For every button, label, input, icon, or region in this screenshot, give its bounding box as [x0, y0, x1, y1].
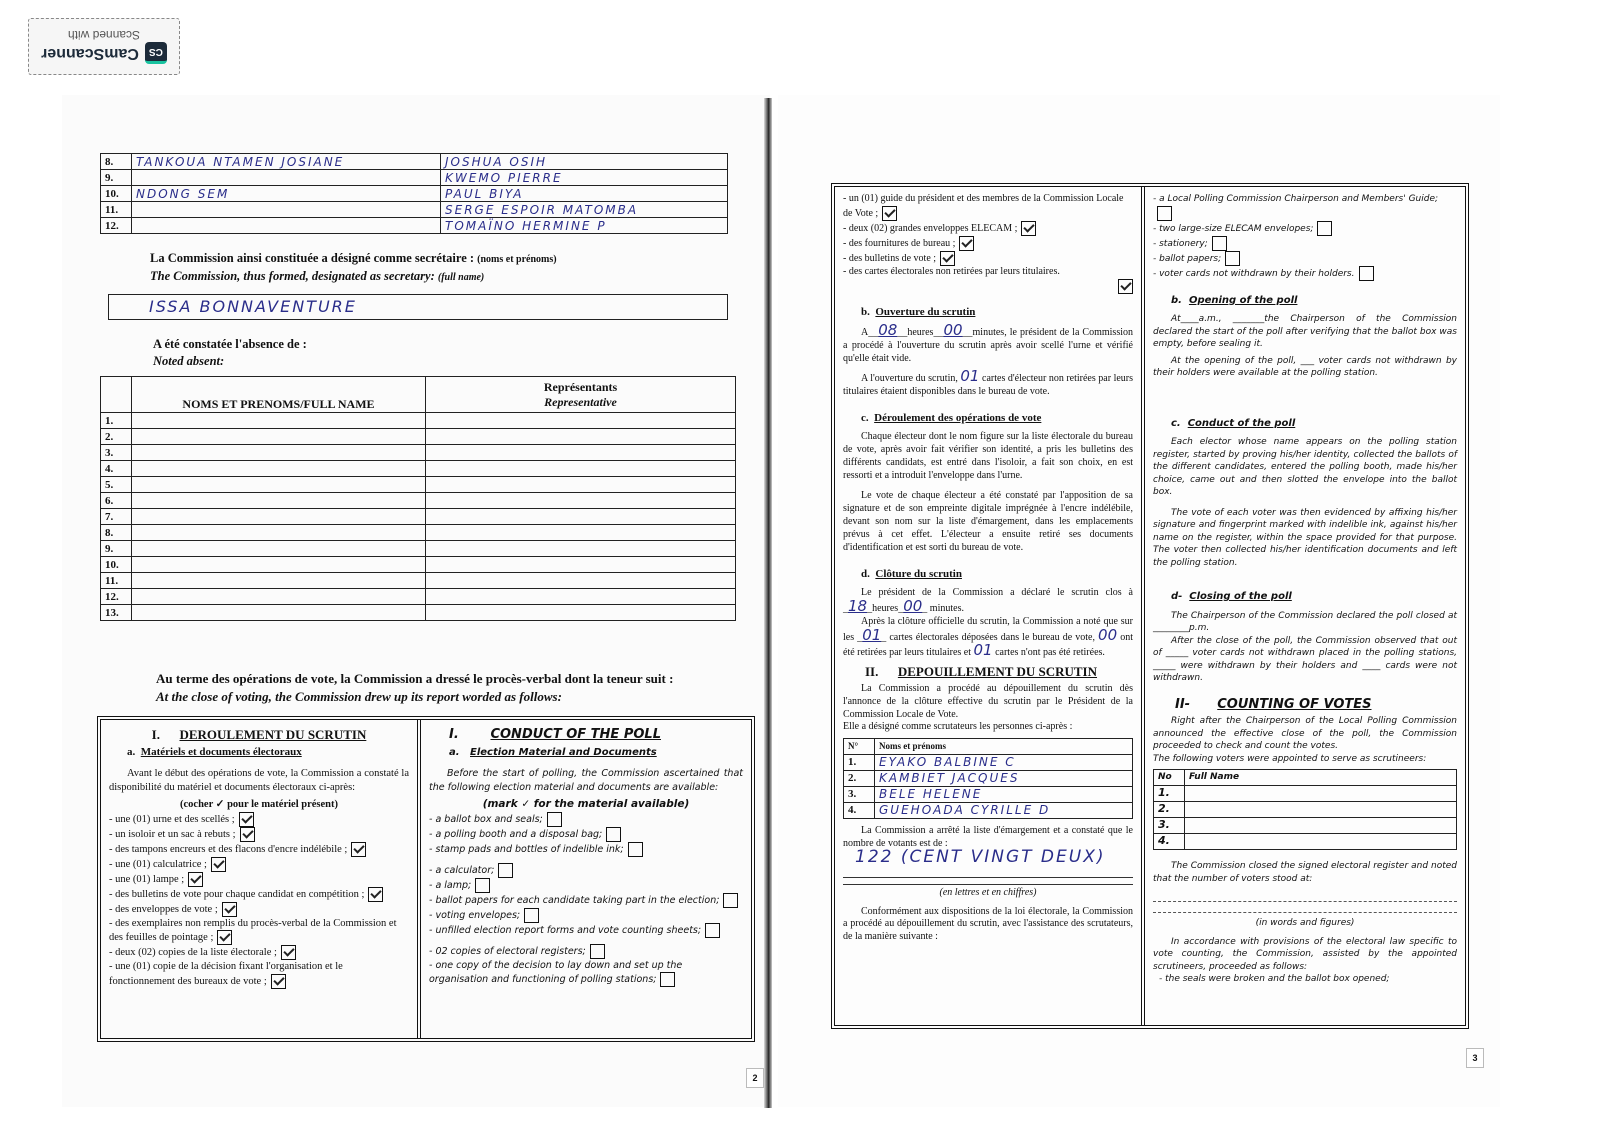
camscanner-logo-icon: CS — [145, 43, 167, 65]
checklist-item — [429, 923, 743, 938]
checkbox-empty[interactable] — [705, 923, 720, 938]
checklist-item — [429, 893, 743, 908]
subsection-letter: c. — [1171, 417, 1181, 429]
subsection-title: Matériels et documents électoraux — [140, 745, 302, 758]
closing-not-withdrawn-value: 01 — [973, 641, 993, 660]
header-representative — [426, 377, 736, 413]
subsection-a-en — [449, 746, 743, 760]
header-name: Full Name — [1185, 770, 1457, 786]
table-row — [844, 787, 1133, 803]
closing-paragraph-en: The Chairperson of the Commission declared the poll closed at ________p.m. — [1153, 610, 1457, 633]
scanned-with-label: Scanned with — [67, 28, 141, 43]
subsection-a-fr — [127, 746, 409, 760]
item-label: - a lamp; — [429, 879, 472, 891]
voters-count-note-fr: (en lettres et en chiffres) — [939, 886, 1037, 898]
fill-line — [1153, 885, 1457, 902]
item-label: - des bulletins de vote ; — [843, 252, 937, 264]
opening-paragraph-en: At____a.m., _______the Chairperson of the Commission declared the start of the poll after verifying that the ballot box was empty, before sealing it. — [1153, 314, 1457, 349]
table-row — [101, 445, 736, 461]
checkbox-empty[interactable] — [590, 944, 605, 959]
row-number: 7. — [101, 509, 132, 525]
checkbox-empty[interactable] — [1359, 266, 1374, 281]
section-heading-en — [429, 728, 743, 742]
secretary-note-en: (full name) — [437, 272, 485, 283]
subsection-c-en — [1171, 418, 1457, 431]
checkbox-empty[interactable] — [547, 812, 562, 827]
item-label: - unfilled election report forms and vote counting sheets; — [429, 924, 702, 936]
english-column — [1145, 187, 1465, 1025]
subsection-title: Opening of the poll — [1188, 294, 1298, 306]
checklist-item — [109, 812, 409, 827]
checklist-item — [843, 266, 1133, 294]
row-number: 2. — [101, 429, 132, 445]
conduct-paragraph-2-en: The vote of each voter was then evidenced by affixing his/her signature and fingerprint marked with indelible ink, against his/her name on the register, within the space provided for that purpose. The voter then collected his/her identification documents and left the polling station. — [1153, 507, 1457, 568]
section-title: CONDUCT OF THE POLL — [490, 727, 661, 742]
item-label: - 02 copies of electoral registers; — [429, 945, 586, 957]
row-number: 9. — [101, 170, 132, 186]
camscanner-name: CamScanner — [41, 45, 139, 63]
instruction-text: (mark ✓ for the material available) — [482, 798, 690, 810]
scrutineers-intro-fr: Elle a désigné comme scrutateurs les personnes ci-après : — [843, 721, 1073, 733]
section-title: DEROULEMENT DU SCRUTIN — [179, 727, 367, 742]
member-name: TANKOUA NTAMEN JOSIANE — [132, 154, 441, 170]
voters-count-paragraph-en: The Commission closed the signed electoral register and noted that the number of voters stood at: — [1153, 861, 1457, 884]
section-heading-fr — [109, 728, 409, 742]
row-number: 10. — [101, 557, 132, 573]
item-label: - une (01) copie de la décision fixant l'organisation et le fonctionnement des bureaux de vote ; — [109, 961, 343, 987]
row-number: 1. — [101, 413, 132, 429]
header-no: N° — [844, 739, 875, 755]
closing-cards-paragraph-fr: Après la clôture officielle du scrutin, la Commission a noté que sur les _01_ cartes électorales déposées dans le bureau de vote, 00 ont été retirées par leurs titulaires et 01 cartes n'ont pas été retirées. — [843, 615, 1133, 660]
checklist-item — [843, 236, 1133, 251]
closing-withdrawn-value: 00 — [1098, 625, 1118, 644]
table-row — [101, 202, 728, 218]
row-number: 4. — [101, 461, 132, 477]
checkbox-checked[interactable] — [1021, 221, 1036, 236]
text: minutes. — [929, 602, 964, 614]
checkbox-empty[interactable] — [628, 842, 643, 857]
subsection-title: Clôture du scrutin — [875, 568, 962, 581]
closing-hours-value: 18 — [848, 596, 868, 615]
scrutineer-name: BELE HELENE — [875, 787, 1133, 803]
checkbox-empty[interactable] — [498, 863, 513, 878]
table-row — [844, 755, 1133, 771]
text: heures — [872, 602, 899, 614]
checklist-item — [109, 902, 409, 917]
item-label: - a Local Polling Commission Chairperson and Members' Guide; — [1153, 194, 1439, 204]
subsection-b-fr — [861, 306, 1133, 319]
table-row — [1154, 818, 1457, 834]
checkbox-checked[interactable] — [211, 857, 226, 872]
checklist-item — [429, 827, 743, 842]
scrutineer-name — [1185, 818, 1457, 834]
checkbox-checked[interactable] — [281, 945, 296, 960]
item-label: - des tampons encreurs et des flacons d'encre indélébile ; — [109, 843, 348, 855]
row-number: 12. — [101, 218, 132, 234]
absent-label-fr: A été constatée l'absence de : — [153, 337, 307, 351]
scrutineer-name — [1185, 802, 1457, 818]
absent-label-en: Noted absent: — [153, 354, 225, 368]
checklist-item — [429, 959, 743, 988]
fill-line — [1153, 902, 1457, 913]
opening-hours-value: 08 — [878, 321, 898, 340]
closing-cards-total-value: 01 — [862, 625, 882, 644]
secretary-label-fr: La Commission ainsi constituée a désigné comme secrétaire : — [150, 251, 475, 265]
row-number: 2. — [844, 771, 875, 787]
section-title: COUNTING OF VOTES — [1217, 696, 1372, 712]
item-label: - ballot papers for each candidate taking part in the election; — [429, 894, 720, 906]
row-number: 4. — [1154, 834, 1185, 850]
checkbox-checked[interactable] — [188, 872, 203, 887]
checkbox-checked[interactable] — [271, 974, 286, 989]
subsection-d-fr — [861, 568, 1133, 581]
table-row — [844, 771, 1133, 787]
subsection-letter: b. — [861, 305, 870, 318]
report-intro — [156, 670, 673, 706]
item-label: - stationery; — [1153, 238, 1208, 249]
checkbox-checked[interactable] — [368, 887, 383, 902]
table-row — [101, 573, 736, 589]
representative-name: TOMAÏNO HERMINE P — [441, 218, 728, 234]
row-number: 5. — [101, 477, 132, 493]
opening-cards-value: 01 — [960, 366, 980, 385]
member-name — [132, 202, 441, 218]
subsection-title: Closing of the poll — [1189, 591, 1292, 602]
table-row — [101, 605, 736, 621]
checkbox-checked[interactable] — [940, 251, 955, 266]
table-row — [101, 413, 736, 429]
conduct-paragraph-1-fr: Chaque électeur dont le nom figure sur la liste électorale du bureau de vote, après avoir fait vérifier son identité, a pris les bulletins des différents candidats, est entré dans l'isoloir, a fait son choix, en est ressorti et a introduit l'enveloppe dans l'urne. — [843, 431, 1133, 481]
report-intro-en: At the close of voting, the Commission drew up its report worded as follows: — [156, 689, 562, 704]
row-number: 12. — [101, 589, 132, 605]
scrutineers-table-fr — [843, 738, 1133, 819]
intro-text: Before the start of polling, the Commission ascertained that the following election material and documents are available: — [429, 768, 743, 793]
subsection-letter: d- — [1171, 591, 1183, 602]
instruction-text: (cocher ✓ pour le matériel présent) — [180, 799, 338, 810]
opening-minutes-value: 00 — [943, 321, 963, 340]
checkbox-checked[interactable] — [222, 902, 237, 917]
checkbox-checked[interactable] — [959, 236, 974, 251]
row-number: 4. — [844, 803, 875, 819]
fill-line — [843, 878, 1133, 885]
representative-name: PAUL BIYA — [441, 186, 728, 202]
item-label: - une (01) urne et des scellés ; — [109, 813, 235, 825]
table-row — [101, 461, 736, 477]
representative-name: JOSHUA OSIH — [441, 154, 728, 170]
french-column — [835, 187, 1145, 1025]
table-row — [101, 525, 736, 541]
checkbox-empty[interactable] — [606, 827, 621, 842]
item-label: - stamp pads and bottles of indelible ink; — [429, 843, 624, 855]
row-number: 8. — [101, 525, 132, 541]
table-row — [101, 429, 736, 445]
checklist-item — [109, 872, 409, 887]
report-intro-fr: Au terme des opérations de vote, la Commission a dressé le procès-verbal dont la teneur suit : — [156, 671, 674, 686]
scrutineer-name — [1185, 834, 1457, 850]
row-number: 1. — [844, 755, 875, 771]
checklist-item — [429, 863, 743, 878]
final-item-en: - the seals were broken and the ballot box opened; — [1159, 974, 1390, 984]
scrutineers-table-en — [1153, 769, 1457, 850]
checklist-item — [429, 842, 743, 857]
row-number: 3. — [1154, 818, 1185, 834]
opening-paragraph-fr: A__08__heures__00__minutes, le président de la Commission a procédé à l'ouverture du scrutin après avoir scellé l'urne et vérifié qu'elle était vide. — [843, 321, 1133, 364]
checkbox-checked[interactable] — [217, 930, 232, 945]
subsection-letter: c. — [861, 412, 869, 425]
text: A — [861, 327, 869, 339]
item-label: - une (01) lampe ; — [109, 873, 185, 885]
checklist-item — [1153, 193, 1457, 221]
table-row — [101, 170, 728, 186]
voters-count-value: 122 (CENT VINGT DEUX) — [843, 851, 1133, 878]
scrutineer-name — [1185, 786, 1457, 802]
scrutineer-name: EYAKO BALBINE C — [875, 755, 1133, 771]
checkbox-empty[interactable] — [1317, 221, 1332, 236]
item-label: - deux (02) grandes enveloppes ELECAM ; — [843, 222, 1018, 234]
table-row — [844, 803, 1133, 819]
representative-name: SERGE ESPOIR MATOMBA — [441, 202, 728, 218]
item-label: - a polling booth and a disposal bag; — [429, 828, 603, 840]
checklist-item — [843, 221, 1133, 236]
item-label: - voter cards not withdrawn by their holders. — [1153, 268, 1355, 279]
subsection-title: Election Material and Documents — [470, 746, 657, 758]
row-number: 8. — [101, 154, 132, 170]
subsection-title: Ouverture du scrutin — [875, 305, 976, 318]
counting-paragraph-fr: La Commission a procédé au dépouillement du scrutin dès l'annonce de la clôture effective du scrutin par le Président de la Commission Locale de Vote. — [843, 682, 1133, 720]
scrutineer-name: GUEHOADA CYRILLE D — [875, 803, 1133, 819]
voters-count-note-en: (in words and figures) — [1255, 918, 1355, 928]
item-label: - ballot papers; — [1153, 253, 1222, 264]
item-label: - des cartes électorales non retirées par leurs titulaires. — [843, 265, 1060, 277]
subsection-title: Conduct of the poll — [1187, 417, 1296, 429]
row-number: 3. — [844, 787, 875, 803]
section-title: DEPOUILLEMENT DU SCRUTIN — [897, 664, 1098, 680]
book-spine — [764, 98, 772, 1108]
subsection-letter: a. — [127, 745, 136, 758]
member-name — [132, 218, 441, 234]
section-conduct-frame-left — [97, 716, 755, 1042]
table-row — [101, 154, 728, 170]
header-rep-fr: Représentants — [543, 379, 618, 394]
item-label: - des enveloppes de vote ; — [109, 903, 218, 915]
header-name: Noms et prénoms — [875, 739, 1133, 755]
item-label: - des bulletins de vote pour chaque candidat en compétition ; — [109, 888, 365, 900]
checkbox-checked[interactable] — [240, 827, 255, 842]
checklist-item — [109, 917, 409, 946]
section-number: I. — [449, 727, 459, 742]
row-number: 1. — [1154, 786, 1185, 802]
section-2-heading-en — [1153, 696, 1457, 712]
item-label: - des exemplaires non remplis du procès-verbal de la Commission et des feuilles de pointage ; — [109, 917, 397, 943]
checklist-item — [109, 960, 409, 989]
section-2-heading-fr — [843, 666, 1133, 679]
item-label: - un (01) guide du président et des membres de la Commission Locale de Vote ; — [843, 193, 1124, 219]
text: Le président de la Commission a déclaré le scrutin clos à — [861, 587, 1133, 599]
checkbox-empty[interactable] — [1212, 236, 1227, 251]
row-number: 10. — [101, 186, 132, 202]
item-label: - deux (02) copies de la liste électorale ; — [109, 946, 277, 958]
table-row — [101, 477, 736, 493]
absent-table — [100, 376, 736, 621]
representative-name: KWEMO PIERRE — [441, 170, 728, 186]
checkbox-checked[interactable] — [351, 842, 366, 857]
checklist-item — [1153, 266, 1457, 281]
subsection-letter: d. — [861, 568, 870, 581]
checkbox-empty[interactable] — [660, 972, 675, 987]
checkbox-empty[interactable] — [723, 893, 738, 908]
row-number: 11. — [101, 202, 132, 218]
text: minutes, le président de la Commission a procédé à l'ouverture du scrutin après avoir scellé l'urne et vérifié qu'elle était vide. — [843, 327, 1133, 364]
checklist-item — [1153, 251, 1457, 266]
row-number: 2. — [1154, 802, 1185, 818]
text: ont été retirées par leurs titulaires et — [843, 631, 1133, 659]
checkbox-empty[interactable] — [1157, 206, 1172, 221]
row-number: 6. — [101, 493, 132, 509]
table-row — [101, 493, 736, 509]
table-row — [101, 186, 728, 202]
header-rep-en: Representative — [544, 394, 617, 409]
text: cartes électorales déposées dans le bureau de vote, — [889, 631, 1095, 643]
french-column — [101, 720, 421, 1038]
secretary-note-fr: (noms et prénoms) — [477, 254, 557, 265]
subsection-b-en — [1171, 295, 1457, 308]
row-number: 9. — [101, 541, 132, 557]
item-label: - un isoloir et un sac à rebuts ; — [109, 828, 236, 840]
item-label: - two large-size ELECAM envelopes; — [1153, 223, 1314, 234]
final-paragraph-en: In accordance with provisions of the electoral law specific to vote counting, the Commission, assisted by the appointed scrutineers, proceeded as follows: — [1153, 936, 1457, 972]
row-number: 13. — [101, 605, 132, 621]
secretary-label-en: The Commission, thus formed, designated as secretary: — [150, 269, 435, 283]
item-label: - a ballot box and seals; — [429, 813, 543, 825]
item-label: - a calculator; — [429, 864, 495, 876]
text: A l'ouverture du scrutin, — [861, 372, 958, 384]
item-label: - voting envelopes; — [429, 909, 521, 921]
text: cartes d'électeur non retirées par leurs titulaires étaient disponibles dans le bureau de vote. — [843, 372, 1134, 397]
members-table — [100, 153, 728, 234]
page-number-left: 2 — [746, 1068, 764, 1088]
item-label: - des fournitures de bureau ; — [843, 237, 956, 249]
absent-label — [153, 336, 307, 370]
secretary-label — [150, 250, 557, 286]
item-label: - une (01) calculatrice ; — [109, 858, 207, 870]
checklist-item — [429, 944, 743, 959]
section-number: II- — [1175, 696, 1191, 712]
checklist-item — [429, 908, 743, 923]
camscanner-watermark — [28, 18, 180, 75]
voters-count-paragraph-fr: La Commission a arrêté la liste d'émargement et a constaté que le nombre de votants est de : — [843, 825, 1133, 849]
page-number-right: 3 — [1466, 1048, 1484, 1068]
subsection-c-fr — [861, 412, 1133, 425]
section-number: II. — [865, 664, 879, 680]
table-row — [101, 589, 736, 605]
checklist-item — [429, 878, 743, 893]
table-row — [1154, 802, 1457, 818]
checkbox-empty[interactable] — [1225, 251, 1240, 266]
text: Après la clôture officielle du scrutin, la Commission a noté que sur les — [843, 615, 1133, 643]
table-row — [1154, 786, 1457, 802]
checklist-item — [109, 887, 409, 902]
checklist-item — [1153, 221, 1457, 236]
checklist-item — [109, 945, 409, 960]
scrutineer-name: KAMBIET JACQUES — [875, 771, 1133, 787]
checklist-item — [109, 842, 409, 857]
final-paragraph-fr: Conformément aux dispositions de la loi électorale, la Commission a procédé au dépouillement du scrutin, avec l'assistance des scrutateurs, de la manière suivante : — [843, 905, 1133, 943]
table-row — [101, 557, 736, 573]
header-no: No — [1154, 770, 1185, 786]
checklist-item — [109, 857, 409, 872]
closing-minutes-value: 00 — [903, 596, 923, 615]
checklist-item — [109, 827, 409, 842]
row-number: 11. — [101, 573, 132, 589]
secretary-field: ISSA BONNAVENTURE — [108, 294, 728, 320]
member-name — [132, 170, 441, 186]
table-row — [101, 509, 736, 525]
checkbox-checked[interactable] — [239, 812, 254, 827]
section-number: I. — [151, 727, 160, 742]
intro-text: Avant le début des opérations de vote, la Commission a constaté la disponibilité du matériel et documents électoraux ci-après: — [109, 768, 409, 793]
subsection-title: Déroulement des opérations de vote — [874, 412, 1042, 425]
closing-cards-paragraph-en: After the close of the poll, the Commission observed that out of _____ voter cards not withdrawn placed in the polling stations, _____ were withdrawn by their holders and ____ cards were not withdrawn. — [1153, 635, 1457, 683]
member-name: NDONG SEM — [132, 186, 441, 202]
scrutineers-intro-en: The following voters were appointed to serve as scrutineers: — [1153, 753, 1427, 764]
checklist-item — [843, 193, 1133, 221]
opening-cards-paragraph-fr — [843, 366, 1134, 399]
row-number: 3. — [101, 445, 132, 461]
conduct-paragraph-2-fr: Le vote de chaque électeur a été constaté par l'apposition de sa signature et de son empreinte digitale imprégnée à l'encre indélébile, devant son nom sur la liste d'émargement, dans les emplacements prévus à cet effet. L'électeur a ensuite retiré ses documents d'identification et est sorti du bureau de vote. — [843, 490, 1133, 553]
checklist-item — [1153, 236, 1457, 251]
table-row — [101, 541, 736, 557]
section-conduct-frame-right — [831, 183, 1469, 1029]
checklist-item — [843, 251, 1133, 266]
text: cartes n'ont pas été retirées. — [995, 647, 1105, 659]
item-label: - one copy of the decision to lay down and set up the organisation and functioning of polling stations; — [429, 959, 683, 985]
english-column — [421, 720, 751, 1038]
table-row — [101, 218, 728, 234]
checklist-item — [429, 812, 743, 827]
header-full-name: NOMS ET PRENOMS/FULL NAME — [132, 377, 426, 413]
counting-paragraph-en: Right after the Chairperson of the Local Polling Commission announced the effective close of the poll, the Commission proceeded to check and count the votes. — [1153, 716, 1457, 751]
conduct-paragraph-1-en: Each elector whose name appears on the polling station register, started by proving his/her identity, collected the ballots of the different candidates, entered the polling booth, made his/her choice, came out and then slotted the envelope into the ballot box. — [1153, 437, 1457, 497]
table-row — [1154, 834, 1457, 850]
subsection-letter: b. — [1171, 294, 1182, 306]
text: heures — [907, 327, 934, 339]
checkbox-checked[interactable] — [1118, 279, 1133, 294]
checkbox-empty[interactable] — [475, 878, 490, 893]
checkbox-checked[interactable] — [882, 206, 897, 221]
checkbox-empty[interactable] — [524, 908, 539, 923]
subsection-d-en — [1171, 591, 1457, 604]
subsection-letter: a. — [449, 746, 460, 758]
closing-paragraph-fr: Le président de la Commission a déclaré le scrutin clos à _18_heures_00_ minutes. — [843, 587, 1133, 615]
opening-cards-paragraph-en: At the opening of the poll, ___ voter cards not withdrawn by their holders were available at the polling station. — [1153, 355, 1457, 378]
